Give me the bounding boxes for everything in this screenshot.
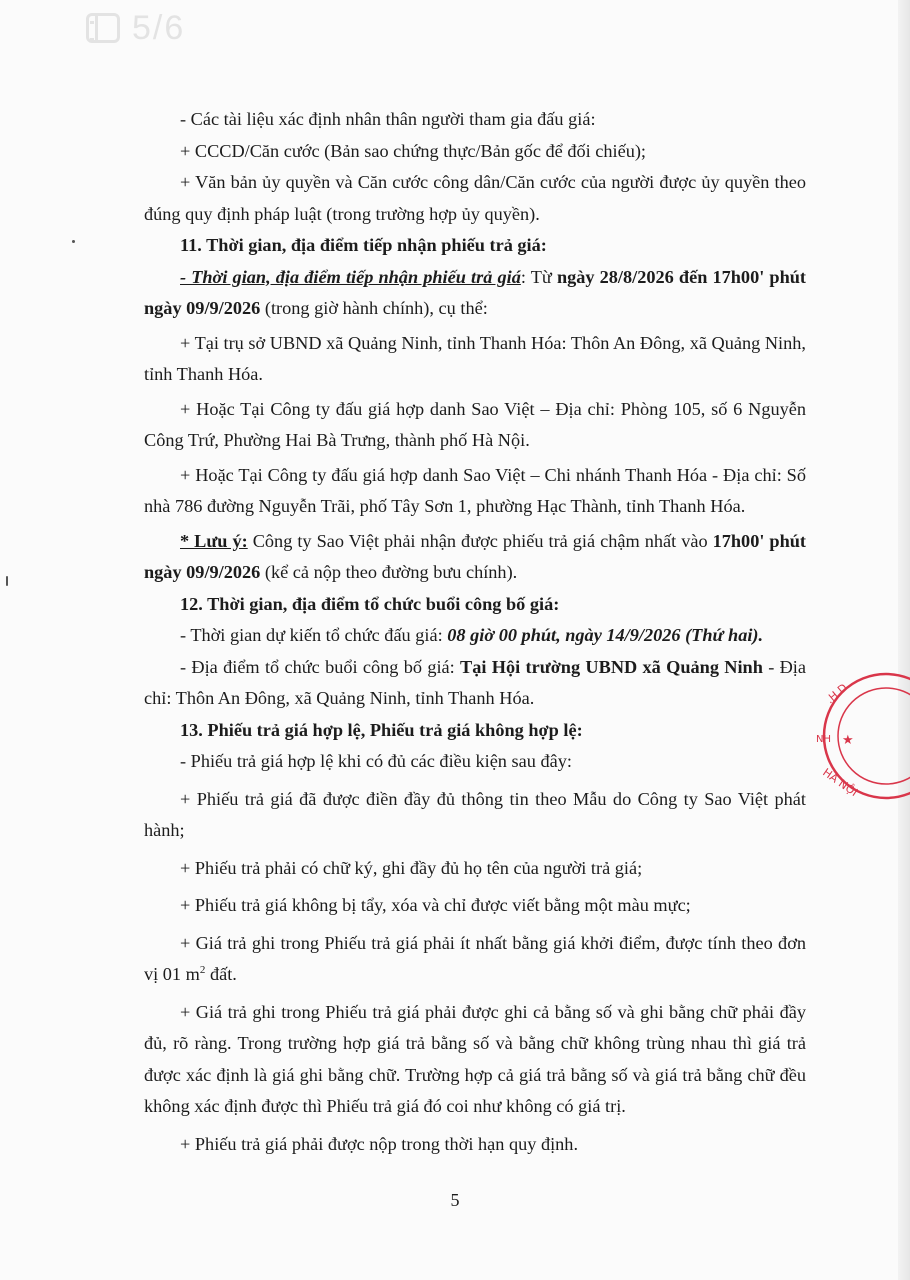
svg-text:.H.D: .H.D [823,681,850,707]
inline-label: - Thời gian, địa điểm tiếp nhận phiếu trả giá [180,266,521,287]
paragraph: - Thời gian dự kiến tổ chức đấu giá: 08 giờ 00 phút, ngày 14/9/2026 (Thứ hai). [180,625,764,645]
paragraph: + Phiếu trả giá không bị tẩy, xóa và chỉ được viết bằng một màu mực; [180,895,691,915]
paragraph: + Giá trả ghi trong Phiếu trả giá phải ít nhất bằng giá khởi điểm, được tính theo đơn vị 01 $m^2$ đất. [144,932,806,984]
section-heading-11: 11. Thời gian, địa điểm tiếp nhận phiếu trả giá: [180,235,547,255]
paragraph: + Hoặc Tại Công ty đấu giá hợp danh Sao Việt – Chi nhánh Thanh Hóa - Địa chỉ: Số nhà 786 đường Nguyễn Trãi, phố Tây Sơn 1, phường Hạc Thành, tỉnh Thanh Hóa. [144,464,806,516]
section-heading-13: 13. Phiếu trả giá hợp lệ, Phiếu trả giá không hợp lệ: [180,719,583,740]
red-seal-stamp [808,672,910,802]
scan-speck [72,240,75,243]
paragraph: - Thời gian, địa điểm tiếp nhận phiếu trả giá: Từ ngày 28/8/2026 đến 17h00' phút ngày 09/9/2026 (trong giờ hành chính), cụ thể: [144,266,807,318]
scan-speck [6,576,8,586]
page-edge-shadow [898,0,910,1280]
paragraph: + Hoặc Tại Công ty đấu giá hợp danh Sao Việt – Địa chỉ: Phòng 105, số 6 Nguyễn Công Trứ, Phường Hai Bà Trưng, thành phố Hà Nội. [144,398,806,450]
svg-text:HÀ NỘI: HÀ NỘI [820,765,861,800]
page-list-icon [86,13,120,43]
paragraph: + Văn bản ủy quyền và Căn cước công dân/Căn cước của người được ủy quyền theo đúng quy định pháp luật (trong trường hợp ủy quyền). [144,172,806,224]
section-heading-12: 12. Thời gian, địa điểm tổ chức buổi công bố giá: [180,593,560,614]
page-counter: 5/6 [132,8,186,47]
document-body [144,104,806,1160]
paragraph: + Tại trụ sở UBND xã Quảng Ninh, tỉnh Thanh Hóa: Thôn An Đông, xã Quảng Ninh, tỉnh Thanh Hóa. [144,332,806,384]
paragraph: + Giá trả ghi trong Phiếu trả giá phải được ghi cả bằng số và ghi bằng chữ phải đầy đủ, rõ ràng. Trong trường hợp giá trả bằng số và bằng chữ không trùng nhau thì giá trả được xác định là giá ghi bằng chữ. Trường hợp cả giá trả bằng số và giá trả bằng chữ đều không xác định được thì Phiếu trả giá đó coi như không có giá trị. [144,1001,806,1116]
paragraph: + Phiếu trả giá đã được điền đầy đủ thông tin theo Mẫu do Công ty Sao Việt phát hành; [144,788,806,840]
note-label: * Lưu ý: [180,530,248,551]
svg-text:★: ★ [842,733,854,748]
paragraph: - Các tài liệu xác định nhân thân người tham gia đấu giá: [180,109,596,129]
paragraph: + CCCD/Căn cước (Bản sao chứng thực/Bản gốc để đối chiếu); [180,140,647,161]
paragraph: - Phiếu trả giá hợp lệ khi có đủ các điều kiện sau đây: [180,751,572,771]
paragraph: + Phiếu trả giá phải được nộp trong thời hạn quy định. [180,1133,579,1154]
paragraph: - Địa điểm tổ chức buổi công bố giá: Tại Hội trường UBND xã Quảng Ninh - Địa chỉ: Thôn An Đông, xã Quảng Ninh, tỉnh Thanh Hóa. [144,656,806,708]
svg-text:NH: NH [816,734,831,745]
paragraph: * Lưu ý: Công ty Sao Việt phải nhận được phiếu trả giá chậm nhất vào 17h00' phút ngày 09/9/2026 (kể cả nộp theo đường bưu chính). [144,530,807,582]
paragraph: + Phiếu trả phải có chữ ký, ghi đầy đủ họ tên của người trả giá; [180,857,643,878]
page-number: 5 [450,1190,460,1210]
page-indicator [86,8,185,48]
